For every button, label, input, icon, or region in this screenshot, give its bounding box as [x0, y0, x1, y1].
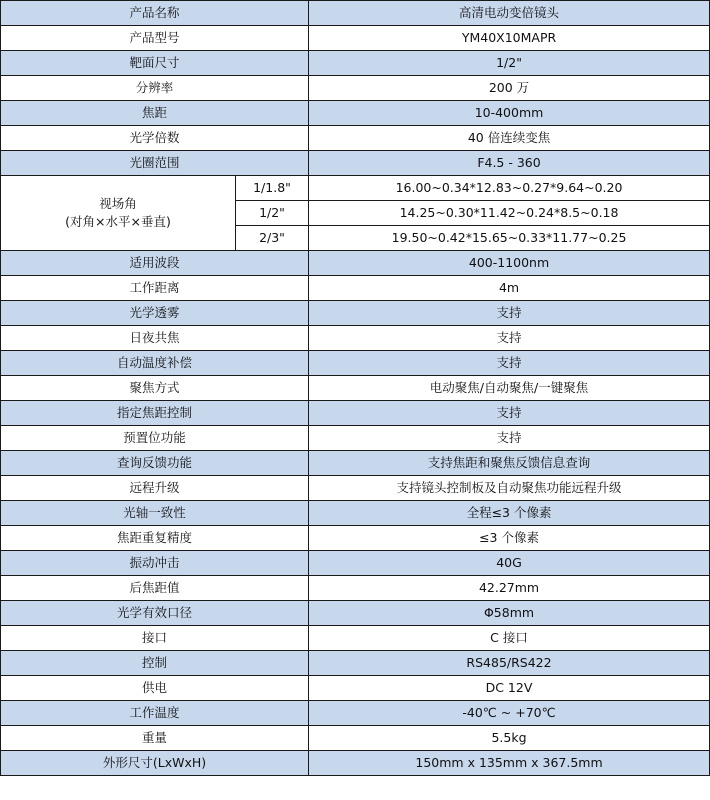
spec-label: 产品名称: [1, 1, 309, 26]
spec-row: [1, 476, 710, 501]
spec-value: 支持镜头控制板及自动聚焦功能远程升级: [309, 476, 710, 501]
spec-value: RS485/RS422: [309, 651, 710, 676]
spec-label: 接口: [1, 626, 309, 651]
spec-value: 全程≤3 个像素: [309, 501, 710, 526]
spec-label: 光轴一致性: [1, 501, 309, 526]
spec-row: [1, 101, 710, 126]
spec-label: 产品型号: [1, 26, 309, 51]
spec-value: 支持: [309, 401, 710, 426]
spec-label: 靶面尺寸: [1, 51, 309, 76]
spec-label: 外形尺寸(LxWxH): [1, 751, 309, 776]
spec-row: [1, 526, 710, 551]
spec-row: [1, 26, 710, 51]
spec-label: 聚焦方式: [1, 376, 309, 401]
spec-row: [1, 576, 710, 601]
spec-value: ≤3 个像素: [309, 526, 710, 551]
fov-value: 16.00~0.34*12.83~0.27*9.64~0.20: [309, 176, 710, 201]
fov-label-line1: 视场角: [99, 196, 137, 211]
spec-row: [1, 701, 710, 726]
spec-label: 工作距离: [1, 276, 309, 301]
spec-value: 1/2": [309, 51, 710, 76]
spec-label: 预置位功能: [1, 426, 309, 451]
spec-row: [1, 76, 710, 101]
spec-row: [1, 276, 710, 301]
spec-value: 150mm x 135mm x 367.5mm: [309, 751, 710, 776]
spec-value: F4.5 - 360: [309, 151, 710, 176]
fov-sensor-size: 1/2": [236, 201, 309, 226]
spec-label: 光学透雾: [1, 301, 309, 326]
spec-value: 支持: [309, 301, 710, 326]
spec-value: 42.27mm: [309, 576, 710, 601]
spec-row: [1, 1, 710, 26]
spec-value: 5.5kg: [309, 726, 710, 751]
spec-label: 焦距重复精度: [1, 526, 309, 551]
spec-label: 光学有效口径: [1, 601, 309, 626]
spec-row: [1, 676, 710, 701]
spec-row: [1, 376, 710, 401]
spec-label: 后焦距值: [1, 576, 309, 601]
spec-row: [1, 251, 710, 276]
fov-value: 19.50~0.42*15.65~0.33*11.77~0.25: [309, 226, 710, 251]
spec-label: 焦距: [1, 101, 309, 126]
spec-row: [1, 301, 710, 326]
spec-row: [1, 451, 710, 476]
spec-label: 分辨率: [1, 76, 309, 101]
spec-value: Φ58mm: [309, 601, 710, 626]
spec-value: 40G: [309, 551, 710, 576]
spec-table-body: [1, 1, 710, 776]
spec-row: [1, 151, 710, 176]
spec-value: 高清电动变倍镜头: [309, 1, 710, 26]
spec-label: 查询反馈功能: [1, 451, 309, 476]
spec-value: 400-1100nm: [309, 251, 710, 276]
spec-label: 适用波段: [1, 251, 309, 276]
spec-label: 日夜共焦: [1, 326, 309, 351]
spec-row: [1, 51, 710, 76]
spec-value: 支持: [309, 326, 710, 351]
spec-row: [1, 601, 710, 626]
spec-value: C 接口: [309, 626, 710, 651]
spec-label: 振动冲击: [1, 551, 309, 576]
spec-value: 支持: [309, 351, 710, 376]
spec-row: [1, 426, 710, 451]
fov-sensor-size: 2/3": [236, 226, 309, 251]
spec-row: [1, 326, 710, 351]
fov-label: [1, 176, 236, 251]
spec-row: [1, 351, 710, 376]
spec-label: 光学倍数: [1, 126, 309, 151]
spec-value: 200 万: [309, 76, 710, 101]
spec-label: 供电: [1, 676, 309, 701]
fov-sensor-size: 1/1.8": [236, 176, 309, 201]
spec-label: 自动温度补偿: [1, 351, 309, 376]
spec-label: 重量: [1, 726, 309, 751]
spec-value: -40℃ ~ +70℃: [309, 701, 710, 726]
spec-value: 支持: [309, 426, 710, 451]
spec-row: [1, 501, 710, 526]
spec-value: 电动聚焦/自动聚焦/一键聚焦: [309, 376, 710, 401]
fov-row: [1, 176, 710, 201]
spec-label: 指定焦距控制: [1, 401, 309, 426]
spec-value: 支持焦距和聚焦反馈信息查询: [309, 451, 710, 476]
spec-label: 控制: [1, 651, 309, 676]
spec-row: [1, 651, 710, 676]
spec-row: [1, 126, 710, 151]
fov-value: 14.25~0.30*11.42~0.24*8.5~0.18: [309, 201, 710, 226]
spec-label: 光圈范围: [1, 151, 309, 176]
spec-row: [1, 751, 710, 776]
spec-value: 4m: [309, 276, 710, 301]
spec-value: DC 12V: [309, 676, 710, 701]
spec-row: [1, 626, 710, 651]
spec-label: 工作温度: [1, 701, 309, 726]
spec-value: 10-400mm: [309, 101, 710, 126]
spec-row: [1, 551, 710, 576]
spec-value: YM40X10MAPR: [309, 26, 710, 51]
spec-label: 远程升级: [1, 476, 309, 501]
spec-row: [1, 726, 710, 751]
fov-label-line2: (对角×水平×垂直): [65, 214, 171, 229]
spec-value: 40 倍连续变焦: [309, 126, 710, 151]
spec-row: [1, 401, 710, 426]
